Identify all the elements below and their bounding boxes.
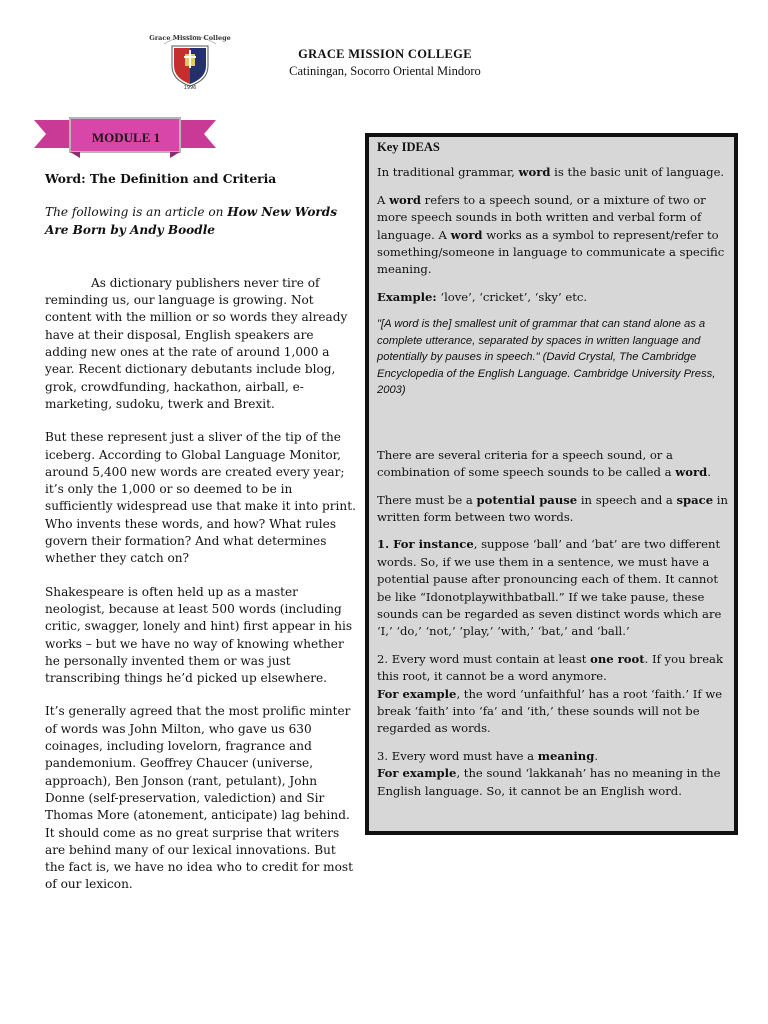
key-idea-example: Example: ‘love’, ‘cricket’, ‘sky’ etc. [377,289,588,304]
college-header [260,46,510,80]
key-idea-criteria-intro: There are several criteria for a speech sound, or a combination of some speech sounds to be called a word. [377,447,711,480]
logo-text: Grace Mission College [149,34,231,42]
college-address: Catiningan, Socorro Oriental Mindoro [289,64,481,78]
college-logo [149,30,231,91]
key-ideas-box [365,133,738,835]
key-idea-definition: A word refers to a speech sound, or a mixture of two or more speech sounds in both written and verbal form of language. A word works as a symbol to represent/refer to something/someone in language to communicate a specific meaning. [377,192,725,277]
key-idea-quote: "[A word is the] smallest unit of grammar that can stand alone as a complete utterance, separated by spaces in written language and potentially by pauses in speech." (David Crystal, The Cambridge Encyclopedia of the English Language. Cambridge University Press, 2003) [377,318,716,397]
article-paragraph-3: Shakespeare is often held up as a master neologist, because at least 500 words (including critic, swagger, lonely and hint) first appear in his works – but we have no way of knowing whether he personally invented them or was just transcribing things he’d picked up elsewhere. [45,584,353,686]
module-label: MODULE 1 [91,130,161,145]
criterion-2: 2. Every word must contain at least one root. If you break this root, it cannot be a word anymore. For example, the word ‘unfaithful’ has a root ‘faith.’ If we break ‘faith’ into ‘fa’ and ‘ith,’ these sounds will not be regarded as words. [377,651,723,736]
key-idea-pause: There must be a potential pause in speech and a space in written form between two words. [377,492,728,524]
article-title: Word: The Definition and Criteria [45,171,277,186]
article-column [45,170,357,910]
article-paragraph-2: But these represent just a sliver of the tip of the iceberg. According to Global Language Monitor, around 5,400 new words are created every year; it’s only the 1,000 or so deemed to be in sufficiently widespread use that make it into print. Who invents these words, and how? What rules govern their formation? And what determines whether they catch on? [45,430,356,566]
key-ideas-heading: Key IDEAS [377,140,440,154]
article-paragraph-1: As dictionary publishers never tire of reminding us, our language is growing. Not content with the million or so words they already have at their disposal, English speakers are adding new ones at the rate of around 1,000 a year. Recent dictionary debutants include blog, grok, crowdfunding, hackathon, airball, e-marketing, sudoku, twerk and Brexit. [45,275,348,411]
key-idea-basic-unit: In traditional grammar, word is the basic unit of language. [377,165,725,180]
college-name: GRACE MISSION COLLEGE [298,47,472,61]
logo-year: 1996 [183,85,197,91]
criterion-1: 1. For instance, suppose ‘ball’ and ‘bat’ are two different words. So, if we use them in a sentence, we must have a potential pause after pronouncing each of them. It cannot be like “Idonotplaywithbatball.” If we take pause, these sounds can be regarded as seven distinct words which are ‘I,’ ‘do,’ ‘not,’ ‘play,’ ‘with,’ ‘bat,’ and ‘ball.’ [377,537,722,639]
article-intro [45,204,357,239]
article-paragraph-4: It’s generally agreed that the most prolific minter of words was John Milton, who gave us 630 coinages, including lovelorn, fragrance and pandemonium. Geoffrey Chaucer (universe, approach), Ben Jonson (rant, petulant), John Donne (self-preservation, valediction) and Sir Thomas More (atonement, anticipate) lag behind. It should come as no great surprise that writers are behind many of our lexical innovations. But the fact is, we have no idea who to credit for most of our lexicon. [45,704,353,892]
intro-emphasis: How New Words Are Born by Andy Boodle [45,205,338,237]
intro-text: The following is an article on [45,205,228,220]
criterion-3: 3. Every word must have a meaning. For example, the sound ‘lakkanah’ has no meaning in the English language. So, it cannot be an English word. [377,748,721,798]
